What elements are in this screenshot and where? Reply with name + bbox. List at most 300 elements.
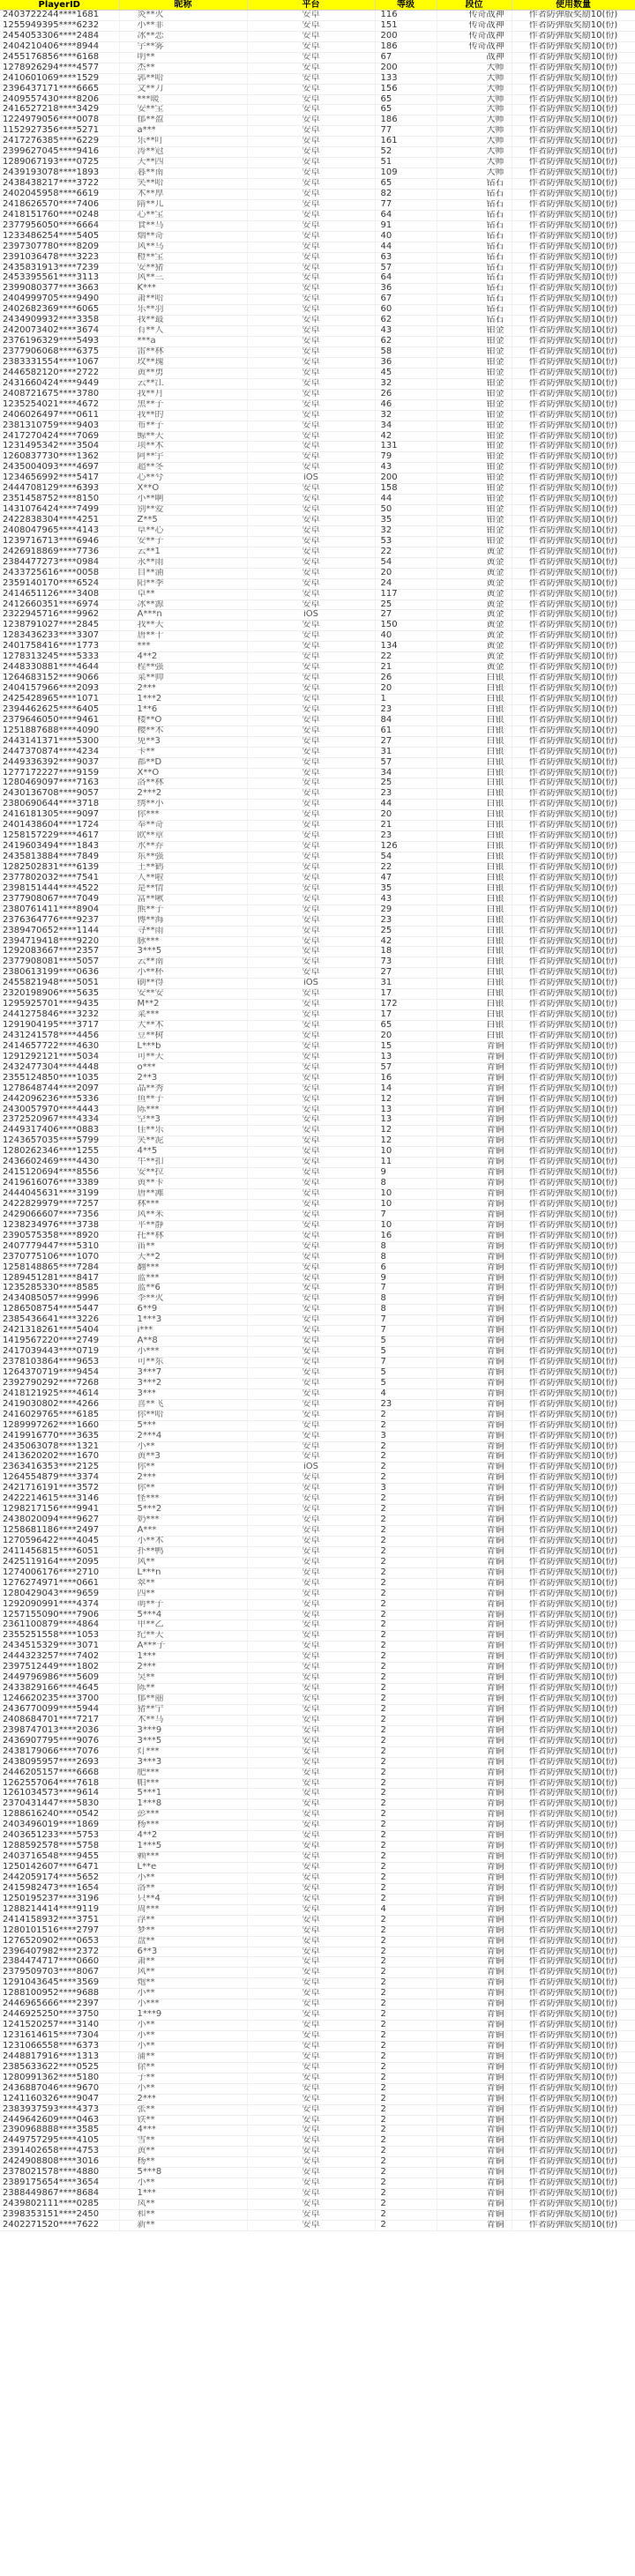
rank-cell: 白银 (437, 926, 512, 936)
table-row (0, 578, 635, 589)
nickname-cell: 蒲** (119, 2051, 247, 2062)
nickname-cell: 鲸**天 (119, 431, 247, 442)
reward-cell: 作者防弹版奖励10(份) (512, 768, 635, 778)
platform-cell: 安卓 (247, 684, 375, 695)
level-cell: 2 (375, 1557, 437, 1567)
player-id-cell: 1289451281****8417 (0, 1273, 119, 1284)
nickname-cell: 小** (119, 2021, 247, 2031)
nickname-cell: 可**天 (119, 1052, 247, 1062)
reward-cell: 作者防弹版奖励10(份) (512, 915, 635, 926)
nickname-cell: 小** (119, 1441, 247, 1452)
table-row (0, 1810, 635, 1820)
level-cell: 2 (375, 1820, 437, 1831)
platform-cell: 安卓 (247, 1673, 375, 1684)
nickname-cell: 傅**海 (119, 915, 247, 926)
table-row (0, 1305, 635, 1315)
player-id-cell: 1278926294****4577 (0, 63, 119, 73)
rank-cell: 青铜 (437, 1041, 512, 1052)
platform-cell: 安卓 (247, 915, 375, 926)
player-id-cell: 1241160326****9047 (0, 2094, 119, 2104)
player-id-cell: 2401438604****1724 (0, 821, 119, 831)
table-row (0, 1062, 635, 1073)
rank-cell: 青铜 (437, 1179, 512, 1189)
player-id-cell: 1239716713****6946 (0, 536, 119, 547)
platform-cell: 安卓 (247, 1073, 375, 1083)
level-cell: 2 (375, 1620, 437, 1631)
level-cell: 2 (375, 2220, 437, 2230)
rank-cell: 青铜 (437, 1768, 512, 1778)
rank-cell: 青铜 (437, 1294, 512, 1305)
table-row (0, 1031, 635, 1041)
table-row (0, 1073, 635, 1083)
table-row (0, 410, 635, 421)
table-row (0, 1294, 635, 1305)
reward-cell: 作者防弹版奖励10(份) (512, 1978, 635, 1989)
level-cell: 44 (375, 800, 437, 810)
reward-cell: 作者防弹版奖励10(份) (512, 1546, 635, 1557)
rank-cell: 白银 (437, 810, 512, 821)
table-row (0, 1262, 635, 1273)
reward-cell: 作者防弹版奖励10(份) (512, 674, 635, 684)
player-id-cell: 1224979056****0078 (0, 115, 119, 126)
player-id-cell: 2380761411****8904 (0, 905, 119, 915)
rank-cell: 铂金 (437, 536, 512, 547)
level-cell: 2 (375, 1652, 437, 1663)
platform-cell: 安卓 (247, 1652, 375, 1663)
nickname-cell: 笑**哈 (119, 179, 247, 190)
platform-cell: 安卓 (247, 1262, 375, 1273)
table-row (0, 1126, 635, 1136)
rank-cell: 青铜 (437, 1136, 512, 1147)
nickname-cell: 新** (119, 2220, 247, 2230)
platform-cell: 安卓 (247, 2104, 375, 2115)
rank-cell: 青铜 (437, 2136, 512, 2147)
rank-cell: 青铜 (437, 2157, 512, 2168)
player-id-cell: 2449757295****4105 (0, 2136, 119, 2147)
level-cell: 23 (375, 789, 437, 800)
nickname-cell: 炎**火 (119, 11, 247, 21)
reward-cell: 作者防弹版奖励10(份) (512, 1715, 635, 1725)
reward-cell: 作者防弹版奖励10(份) (512, 1094, 635, 1105)
platform-cell: 安卓 (247, 1768, 375, 1778)
platform-cell: 安卓 (247, 2157, 375, 2168)
level-cell: 150 (375, 621, 437, 631)
nickname-cell: 小**杯 (119, 968, 247, 979)
level-cell: 22 (375, 547, 437, 557)
nickname-cell: 风**三 (119, 273, 247, 284)
rank-cell: 铂金 (437, 337, 512, 347)
platform-cell: 安卓 (247, 989, 375, 1000)
nickname-cell: 安**猪 (119, 263, 247, 273)
table-row (0, 105, 635, 115)
nickname-cell: A*** (119, 1526, 247, 1537)
reward-cell: 作者防弹版奖励10(份) (512, 52, 635, 63)
reward-cell: 作者防弹版奖励10(份) (512, 1631, 635, 1642)
nickname-cell: 我**最 (119, 316, 247, 326)
reward-cell: 作者防弹版奖励10(份) (512, 1925, 635, 1936)
table-row (0, 1210, 635, 1220)
rank-cell: 青铜 (437, 1746, 512, 1757)
level-cell: 2 (375, 2115, 437, 2126)
platform-cell: 安卓 (247, 1631, 375, 1642)
platform-cell: 安卓 (247, 378, 375, 389)
level-cell: 2 (375, 1968, 437, 1978)
nickname-cell: 1***5 (119, 1842, 247, 1852)
platform-cell: 安卓 (247, 1010, 375, 1021)
platform-cell: 安卓 (247, 389, 375, 399)
level-cell: 116 (375, 11, 437, 21)
reward-cell: 作者防弹版奖励10(份) (512, 1326, 635, 1336)
level-cell: 2 (375, 1831, 437, 1842)
rank-cell: 大师 (437, 147, 512, 158)
rank-cell: 白银 (437, 768, 512, 778)
table-row (0, 726, 635, 736)
player-id-cell: 1291043645****3569 (0, 1978, 119, 1989)
table-row (0, 747, 635, 757)
player-id-cell: 2370775106****1070 (0, 1252, 119, 1262)
rank-cell: 钻石 (437, 179, 512, 190)
nickname-cell: 我**的 (119, 410, 247, 421)
level-cell: 2 (375, 2062, 437, 2073)
level-cell: 8 (375, 1179, 437, 1189)
rank-cell: 青铜 (437, 1452, 512, 1463)
nickname-cell: X**O (119, 768, 247, 778)
reward-cell: 作者防弹版奖励10(份) (512, 179, 635, 190)
reward-cell: 作者防弹版奖励10(份) (512, 1389, 635, 1399)
nickname-cell: 小**木 (119, 1536, 247, 1546)
player-id-cell: 2422829979****7257 (0, 1199, 119, 1210)
player-id-cell: 1250142607****6471 (0, 1863, 119, 1873)
nickname-cell: 2***4 (119, 1431, 247, 1441)
table-row (0, 389, 635, 399)
table-row (0, 2178, 635, 2189)
level-cell: 31 (375, 747, 437, 757)
level-cell: 5 (375, 1378, 437, 1389)
table-row (0, 789, 635, 800)
player-id-cell: 2436602469****4430 (0, 1158, 119, 1168)
table-row (0, 1536, 635, 1546)
nickname-cell: 3***5 (119, 947, 247, 957)
rank-cell: 青铜 (437, 1410, 512, 1420)
nickname-cell: 冰**恋 (119, 31, 247, 41)
platform-cell: 安卓 (247, 231, 375, 242)
player-id-cell: 1258157229****4617 (0, 831, 119, 842)
platform-cell: iOS (247, 979, 375, 989)
player-id-cell: 2411456815****6051 (0, 1546, 119, 1557)
level-cell: 2 (375, 1863, 437, 1873)
table-row (0, 2031, 635, 2042)
table-row (0, 715, 635, 726)
table-row (0, 399, 635, 410)
rank-cell: 青铜 (437, 1115, 512, 1126)
table-row (0, 1220, 635, 1231)
nickname-cell: 绣**小 (119, 800, 247, 810)
level-cell: 156 (375, 84, 437, 94)
player-id-cell: 1278648744****2097 (0, 1083, 119, 1094)
level-cell: 2 (375, 1842, 437, 1852)
player-id-cell: 2377802032****7541 (0, 873, 119, 883)
table-row (0, 1652, 635, 1663)
level-cell: 2 (375, 1684, 437, 1694)
level-cell: 65 (375, 105, 437, 115)
reward-cell: 作者防弹版奖励10(份) (512, 463, 635, 473)
rank-cell: 钻石 (437, 273, 512, 284)
level-cell: 53 (375, 536, 437, 547)
rank-cell: 青铜 (437, 1663, 512, 1673)
level-cell: 2 (375, 2178, 437, 2189)
platform-cell: 安卓 (247, 621, 375, 631)
platform-cell: 安卓 (247, 1389, 375, 1399)
platform-cell: 安卓 (247, 2115, 375, 2126)
level-cell: 2 (375, 2189, 437, 2200)
rank-cell: 青铜 (437, 1094, 512, 1105)
level-cell: 8 (375, 1241, 437, 1252)
level-cell: 62 (375, 316, 437, 326)
player-id-cell: 2449642609****0463 (0, 2115, 119, 2126)
reward-cell: 作者防弹版奖励10(份) (512, 158, 635, 168)
level-cell: 2 (375, 2126, 437, 2136)
reward-cell: 作者防弹版奖励10(份) (512, 2200, 635, 2210)
rank-cell: 青铜 (437, 1610, 512, 1620)
table-row (0, 736, 635, 747)
level-cell: 2 (375, 1915, 437, 1925)
rank-cell: 青铜 (437, 1199, 512, 1210)
table-row (0, 2209, 635, 2220)
nickname-cell: 2***2 (119, 789, 247, 800)
table-row (0, 1241, 635, 1252)
player-id-cell: 2402682369****6065 (0, 305, 119, 316)
rank-cell: 青铜 (437, 1894, 512, 1904)
table-row (0, 316, 635, 326)
level-cell: 2 (375, 1505, 437, 1515)
level-cell: 2 (375, 1757, 437, 1768)
player-id-cell: 2378021578****4880 (0, 2168, 119, 2178)
rank-cell: 白银 (437, 757, 512, 768)
platform-cell: 安卓 (247, 1231, 375, 1241)
player-id-cell: 2436770099****5944 (0, 1704, 119, 1715)
rank-cell: 青铜 (437, 1241, 512, 1252)
level-cell: 2 (375, 1578, 437, 1589)
reward-cell: 作者防弹版奖励10(份) (512, 1273, 635, 1284)
rank-cell: 青铜 (437, 1484, 512, 1494)
platform-cell: 安卓 (247, 547, 375, 557)
rank-cell: 白银 (437, 947, 512, 957)
player-id-cell: 1238234976****3738 (0, 1220, 119, 1231)
player-id-cell: 2434909932****3358 (0, 316, 119, 326)
reward-cell: 作者防弹版奖励10(份) (512, 242, 635, 252)
rank-cell: 黄金 (437, 599, 512, 610)
platform-cell: 安卓 (247, 147, 375, 158)
table-row (0, 137, 635, 147)
player-id-cell: 1280101516****2797 (0, 1925, 119, 1936)
platform-cell: 安卓 (247, 674, 375, 684)
player-id-cell: 2409557430****8206 (0, 94, 119, 105)
nickname-cell: 奉**奇 (119, 821, 247, 831)
reward-cell: 作者防弹版奖励10(份) (512, 578, 635, 589)
table-row (0, 1021, 635, 1031)
level-cell: 20 (375, 1031, 437, 1041)
level-cell: 2 (375, 1673, 437, 1684)
reward-cell: 作者防弹版奖励10(份) (512, 147, 635, 158)
player-id-cell: 1250195237****3196 (0, 1894, 119, 1904)
reward-cell: 作者防弹版奖励10(份) (512, 220, 635, 231)
table-row (0, 2220, 635, 2230)
table-row (0, 525, 635, 536)
table-row (0, 1336, 635, 1347)
nickname-cell: 心**宝 (119, 210, 247, 220)
reward-cell: 作者防弹版奖励10(份) (512, 84, 635, 94)
reward-cell: 作者防弹版奖励10(份) (512, 715, 635, 726)
player-id-cell: 2453395561****3113 (0, 273, 119, 284)
reward-cell: 作者防弹版奖励10(份) (512, 305, 635, 316)
rank-cell: 青铜 (437, 1799, 512, 1810)
platform-cell: 安卓 (247, 1083, 375, 1094)
reward-cell: 作者防弹版奖励10(份) (512, 1367, 635, 1378)
table-row (0, 1746, 635, 1757)
reward-cell: 作者防弹版奖励10(份) (512, 1894, 635, 1904)
level-cell: 20 (375, 810, 437, 821)
platform-cell: 安卓 (247, 1062, 375, 1073)
platform-cell: 安卓 (247, 2062, 375, 2073)
nickname-cell: 喜**飞 (119, 1399, 247, 1410)
platform-cell: 安卓 (247, 715, 375, 726)
rank-cell: 青铜 (437, 2062, 512, 2073)
reward-cell: 作者防弹版奖励10(份) (512, 1610, 635, 1620)
rank-cell: 大师 (437, 63, 512, 73)
table-row (0, 189, 635, 199)
platform-cell: 安卓 (247, 284, 375, 294)
table-row (0, 831, 635, 842)
platform-cell: 安卓 (247, 1725, 375, 1736)
player-id-cell: 2416029765****6185 (0, 1410, 119, 1420)
platform-cell: 安卓 (247, 1757, 375, 1768)
nickname-cell: 小**菲 (119, 20, 247, 31)
rank-cell: 青铜 (437, 1978, 512, 1989)
rank-cell: 白银 (437, 957, 512, 968)
table-row (0, 1947, 635, 1957)
level-cell: 2 (375, 1883, 437, 1894)
table-row (0, 1578, 635, 1589)
nickname-cell: 梦** (119, 1925, 247, 1936)
rank-cell: 青铜 (437, 1441, 512, 1452)
nickname-cell: 你*** (119, 810, 247, 821)
reward-cell: 作者防弹版奖励10(份) (512, 1652, 635, 1663)
nickname-cell: 肥*** (119, 1768, 247, 1778)
level-cell: 12 (375, 1126, 437, 1136)
reward-cell: 作者防弹版奖励10(份) (512, 862, 635, 873)
table-row (0, 1115, 635, 1126)
reward-cell: 作者防弹版奖励10(份) (512, 1863, 635, 1873)
player-id-cell: 1152927356****5271 (0, 126, 119, 137)
player-id-cell: 1280429043****9659 (0, 1589, 119, 1599)
platform-cell: 安卓 (247, 1358, 375, 1368)
table-row (0, 505, 635, 516)
player-id-cell: 2404999705****9490 (0, 294, 119, 305)
level-cell: 4 (375, 1389, 437, 1399)
nickname-cell: 4*** (119, 2126, 247, 2136)
level-cell: 79 (375, 452, 437, 463)
rank-cell: 青铜 (437, 1557, 512, 1567)
nickname-cell: 隋**儿 (119, 199, 247, 210)
player-id-cell: 2425428965****1071 (0, 694, 119, 704)
table-row (0, 1347, 635, 1358)
platform-cell: 安卓 (247, 1000, 375, 1010)
nickname-cell: 黄**勇 (119, 368, 247, 378)
player-id-cell: 2392790292****7268 (0, 1378, 119, 1389)
player-id-cell: 2404210406****8944 (0, 41, 119, 52)
platform-cell: 安卓 (247, 305, 375, 316)
reward-cell: 作者防弹版奖励10(份) (512, 1599, 635, 1610)
nickname-cell: 只**4 (119, 1894, 247, 1904)
level-cell: 29 (375, 905, 437, 915)
rank-cell: 白银 (437, 894, 512, 905)
table-row (0, 1358, 635, 1368)
rank-cell: 青铜 (437, 2041, 512, 2051)
level-cell: 20 (375, 684, 437, 695)
table-row (0, 126, 635, 137)
table-row (0, 2104, 635, 2115)
table-row (0, 915, 635, 926)
level-cell: 32 (375, 378, 437, 389)
table-row (0, 147, 635, 158)
reward-cell: 作者防弹版奖励10(份) (512, 1410, 635, 1420)
reward-cell: 作者防弹版奖励10(份) (512, 1505, 635, 1515)
nickname-cell: 盘** (119, 1936, 247, 1947)
platform-cell: 安卓 (247, 1136, 375, 1147)
table-row (0, 1158, 635, 1168)
rank-cell: 传奇战神 (437, 11, 512, 21)
level-cell: 15 (375, 1041, 437, 1052)
platform-cell: 安卓 (247, 1094, 375, 1105)
rank-cell: 铂金 (437, 410, 512, 421)
rank-cell: 青铜 (437, 1147, 512, 1158)
rank-cell: 青铜 (437, 2021, 512, 2031)
player-id-cell: 2418151760****0248 (0, 210, 119, 220)
player-id-cell: 1274006176****2710 (0, 1567, 119, 1578)
rank-cell: 青铜 (437, 1420, 512, 1431)
platform-cell: 安卓 (247, 905, 375, 915)
reward-cell: 作者防弹版奖励10(份) (512, 736, 635, 747)
nickname-cell: 5***8 (119, 2168, 247, 2178)
player-id-cell: 1292090991****4374 (0, 1599, 119, 1610)
level-cell: 200 (375, 63, 437, 73)
nickname-cell: 云**1 (119, 547, 247, 557)
table-row (0, 936, 635, 947)
reward-cell: 作者防弹版奖励10(份) (512, 1083, 635, 1094)
platform-cell: 安卓 (247, 578, 375, 589)
reward-cell: 作者防弹版奖励10(份) (512, 1778, 635, 1789)
rank-cell: 青铜 (437, 1631, 512, 1642)
reward-cell: 作者防弹版奖励10(份) (512, 1115, 635, 1126)
reward-cell: 作者防弹版奖励10(份) (512, 1684, 635, 1694)
player-id-cell: 2320198906****5635 (0, 989, 119, 1000)
reward-cell: 作者防弹版奖励10(份) (512, 1883, 635, 1894)
reward-cell: 作者防弹版奖励10(份) (512, 410, 635, 421)
table-row (0, 694, 635, 704)
table-row (0, 810, 635, 821)
nickname-cell: 安**拉 (119, 1168, 247, 1179)
reward-cell: 作者防弹版奖励10(份) (512, 2126, 635, 2136)
platform-cell: 安卓 (247, 1999, 375, 2010)
nickname-cell: 周*** (119, 1904, 247, 1915)
level-cell: 2 (375, 1736, 437, 1746)
rank-cell: 青铜 (437, 2031, 512, 2042)
player-id-cell: 2404157966****2093 (0, 684, 119, 695)
reward-cell: 作者防弹版奖励10(份) (512, 1557, 635, 1567)
nickname-cell: 可**东 (119, 1358, 247, 1368)
player-id-cell: 2417270424****7069 (0, 431, 119, 442)
level-cell: 27 (375, 968, 437, 979)
